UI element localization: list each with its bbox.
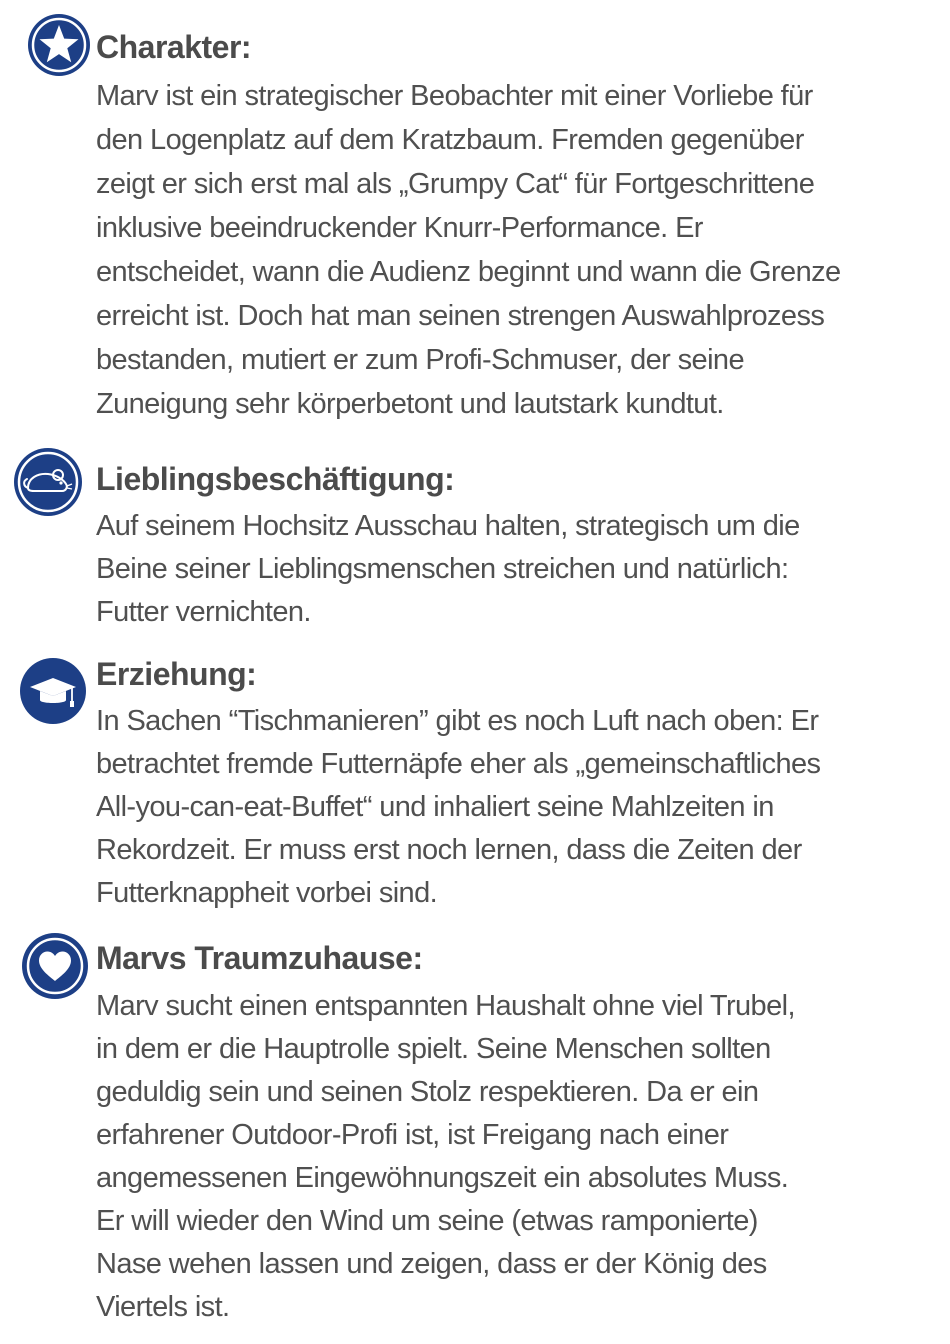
section-heading: Erziehung: [96, 656, 257, 692]
text-line: Marv ist ein strategischer Beobachter mit einer Vorliebe für [96, 80, 813, 112]
text-line: All-you-can-eat-Buffet“ und inhaliert seine Mahlzeiten in [96, 791, 774, 823]
section-text [96, 985, 795, 1329]
section-heading: Marvs Traumzuhause: [96, 940, 423, 976]
text-line: Rekordzeit. Er muss erst noch lernen, dass die Zeiten der [96, 834, 802, 866]
section-text [96, 74, 841, 426]
section-heading: Charakter: [96, 29, 252, 65]
text-line: Futter vernichten. [96, 596, 311, 628]
text-line: zeigt er sich erst mal als „Grumpy Cat“ für Fortgeschrittene [96, 168, 815, 200]
text-line: in dem er die Hauptrolle spielt. Seine Menschen sollten [96, 1033, 771, 1065]
text-line: geduldig sein und seinen Stolz respektieren. Da er ein [96, 1076, 759, 1108]
text-line: Futterknappheit vorbei sind. [96, 877, 438, 909]
text-line: Viertels ist. [96, 1291, 230, 1323]
heart-icon [22, 933, 88, 999]
text-line: Zuneigung sehr körperbetont und lautstark kundtut. [96, 388, 724, 420]
text-line: Er will wieder den Wind um seine (etwas ramponierte) [96, 1205, 758, 1237]
text-line: In Sachen “Tischmanieren” gibt es noch Luft nach oben: Er [96, 705, 819, 737]
text-line: entscheidet, wann die Audienz beginnt und wann die Grenze [96, 256, 841, 288]
text-line: erreicht ist. Doch hat man seinen strengen Auswahlprozess [96, 300, 825, 332]
section-heading: Lieblingsbeschäftigung: [96, 461, 455, 497]
star-icon [28, 14, 90, 76]
text-line: betrachtet fremde Futternäpfe eher als „gemeinschaftliches [96, 748, 821, 780]
graduation-cap-icon [20, 658, 86, 724]
section-text [96, 700, 820, 915]
text-line: bestanden, mutiert er zum Profi-Schmuser, der seine [96, 344, 744, 376]
text-line: Beine seiner Lieblingsmenschen streichen und natürlich: [96, 553, 789, 585]
text-line: Auf seinem Hochsitz Ausschau halten, strategisch um die [96, 510, 800, 542]
text-line: Marv sucht einen entspannten Haushalt ohne viel Trubel, [96, 990, 795, 1022]
mouse-toy-icon [14, 448, 82, 516]
text-line: den Logenplatz auf dem Kratzbaum. Fremden gegenüber [96, 124, 804, 156]
text-line: angemessenen Eingewöhnungszeit ein absolutes Muss. [96, 1162, 789, 1194]
text-line: inklusive beeindruckender Knurr-Performance. Er [96, 212, 703, 244]
text-line: erfahrener Outdoor-Profi ist, ist Freigang nach einer [96, 1119, 729, 1151]
section-text [96, 505, 800, 634]
text-line: Nase wehen lassen und zeigen, dass er der König des [96, 1248, 767, 1280]
